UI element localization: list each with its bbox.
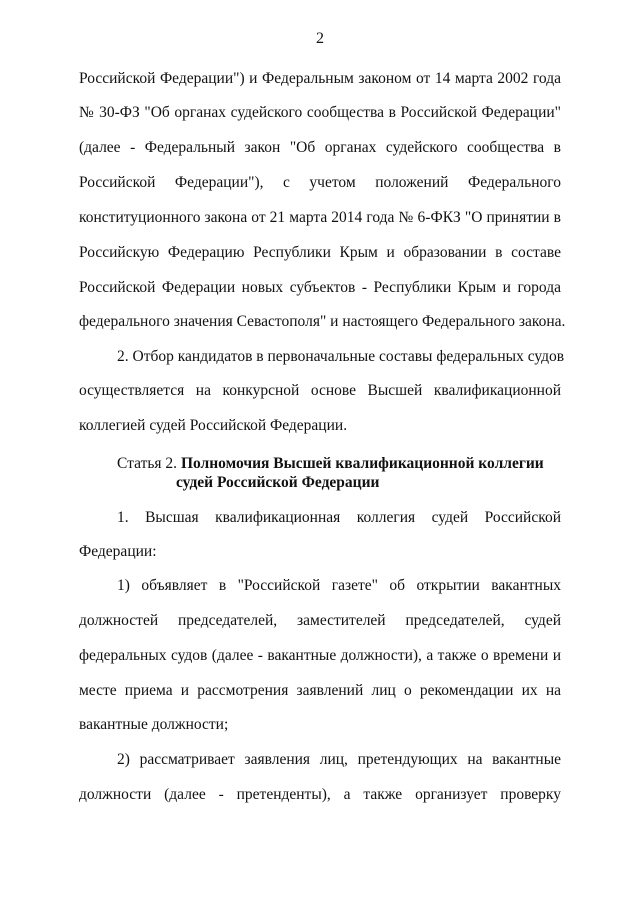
page-number: 2 — [316, 30, 324, 47]
text-line: конституционного закона от 21 марта 2014 года № 6-ФКЗ "О принятии в — [79, 209, 561, 226]
text-line: Федерации: — [79, 543, 157, 560]
text-line: № 30-ФЗ "Об органах судейского сообщества в Российской Федерации" — [79, 104, 561, 121]
text-line: коллегией судей Российской Федерации. — [79, 417, 348, 434]
text-line: (далее - Федеральный закон "Об органах судейского сообщества в — [79, 139, 561, 156]
article-title-continued: судей Российской Федерации — [176, 474, 380, 491]
article-title: Полномочия Высшей квалификационной коллегии — [180, 455, 544, 472]
text-line: 1) объявляет в "Российской газете" об открытии вакантных — [117, 577, 561, 594]
article-heading-line — [176, 474, 379, 492]
text-line: Российской Федерации") и Федеральным законом от 14 марта 2002 года — [79, 70, 561, 87]
text-line: 1. Высшая квалификационная коллегия судей Российской — [117, 509, 561, 526]
text-line: Российской Федерации новых субъектов - Республики Крым и города — [79, 279, 561, 296]
text-line: осуществляется на конкурсной основе Высшей квалификационной — [79, 382, 561, 399]
text-line: Российской Федерации"), с учетом положений Федерального — [79, 174, 561, 191]
text-line: вакантные должности; — [79, 716, 229, 733]
article-number: Статья 2. — [117, 455, 181, 472]
text-line: 2) рассматривает заявления лиц, претендующих на вакантные — [117, 751, 561, 768]
text-line: 2. Отбор кандидатов в первоначальные составы федеральных судов — [117, 348, 565, 365]
text-line: должности (далее - претенденты), а также организует проверку — [79, 786, 561, 803]
text-line: месте приема и рассмотрения заявлений лиц о рекомендации их на — [79, 682, 561, 699]
text-line: федеральных судов (далее - вакантные должности), а также о времени и — [79, 647, 561, 664]
text-line: должностей председателей, заместителей председателей, судей — [79, 612, 561, 629]
text-line: Российскую Федерацию Республики Крым и образовании в составе — [79, 244, 561, 261]
text-line: федерального значения Севастополя" и настоящего Федерального закона. — [79, 313, 566, 330]
article-heading-line — [117, 455, 544, 473]
